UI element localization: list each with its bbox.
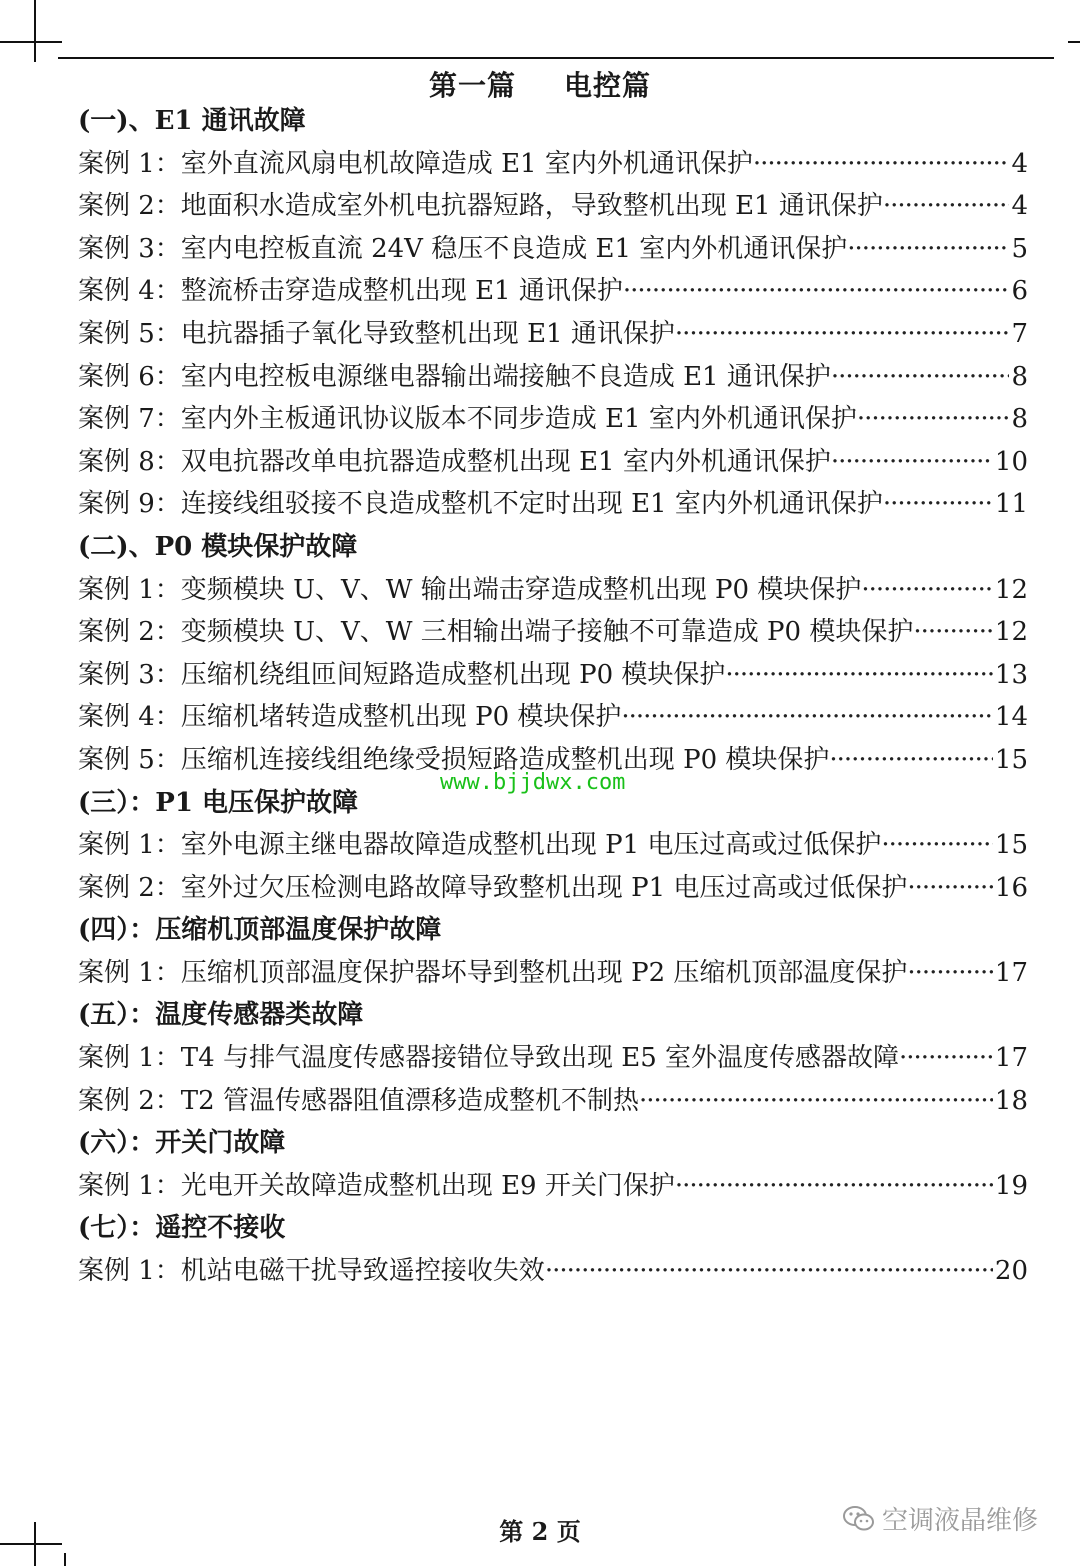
toc-entry-page: 12 (994, 574, 1028, 605)
toc-entry (78, 654, 1028, 697)
section-heading: (七）：遥控不接收 (78, 1213, 286, 1244)
section-heading: (三）：P1 电压保护故障 (78, 787, 358, 818)
toc-leader-dots (675, 1165, 993, 1208)
toc-entry-text: 案例 5：电抗器插子氧化导致整机出现 E1 通讯保护 (78, 318, 675, 349)
toc-leader-dots (545, 1250, 993, 1293)
toc-entry-page: 17 (994, 1043, 1028, 1074)
section-heading: (二)、P0 模块保护故障 (78, 531, 358, 562)
toc-entry-text: 案例 8：双电抗器改单电抗器造成整机出现 E1 室内外机通讯保护 (78, 446, 831, 477)
toc-leader-dots (881, 824, 993, 867)
toc-leader-dots (675, 313, 1010, 356)
toc-leader-dots (883, 483, 993, 526)
toc-entry-page: 17 (994, 957, 1028, 988)
toc-entry (78, 1080, 1028, 1123)
toc-leader-dots (829, 739, 993, 782)
toc-leader-dots (861, 569, 993, 612)
watermark-url: www.bjjdwx.com (440, 770, 626, 795)
toc-entry-page: 8 (1011, 361, 1028, 392)
toc-entry-text: 案例 2：地面积水造成室外机电抗器短路，导致整机出现 E1 通讯保护 (78, 191, 883, 222)
toc-entry (78, 398, 1028, 441)
toc-entry-page: 15 (994, 744, 1028, 775)
toc-entry-page: 8 (1011, 404, 1028, 435)
toc-entry-text: 案例 7：室内外主板通讯协议版本不同步造成 E1 室内外机通讯保护 (78, 404, 857, 435)
toc-leader-dots (753, 143, 1010, 186)
toc-entry-text: 案例 3：压缩机绕组匝间短路造成整机出现 P0 模块保护 (78, 659, 726, 690)
section-heading: (四）：压缩机顶部温度保护故障 (78, 915, 442, 946)
toc-entry-text: 案例 2：室外过欠压检测电路故障导致整机出现 P1 电压过高或过低保护 (78, 872, 908, 903)
header-rule (58, 57, 1054, 59)
crop-mark-top-left-v (34, 0, 36, 62)
crop-mark-top-left-h (0, 41, 62, 43)
wechat-watermark (842, 1500, 1038, 1537)
toc-entry (78, 696, 1028, 739)
toc-entry-text: 案例 6：室内电控板电源继电器输出端接触不良造成 E1 通讯保护 (78, 361, 831, 392)
toc-leader-dots (831, 441, 993, 484)
toc-entry-page: 15 (994, 830, 1028, 861)
toc-entry-page: 5 (1011, 233, 1028, 264)
toc-leader-dots (883, 185, 1010, 228)
toc-entry-page: 19 (994, 1170, 1028, 1201)
toc-entry-page: 12 (994, 617, 1028, 648)
wechat-account-name: 空调液晶维修 (882, 1506, 1039, 1536)
toc-entry (78, 185, 1028, 228)
toc-leader-dots (621, 696, 993, 739)
toc-entry-text: 案例 4：压缩机堵转造成整机出现 P0 模块保护 (78, 702, 622, 733)
toc-entry (78, 270, 1028, 313)
toc-leader-dots (907, 867, 993, 910)
toc-entry-page: 4 (1011, 148, 1028, 179)
toc-entry-text: 案例 1：室外电源主继电器故障造成整机出现 P1 电压过高或过低保护 (78, 830, 882, 861)
page-title (0, 64, 1080, 104)
toc-entry-text: 案例 1：光电开关故障造成整机出现 E9 开关门保护 (78, 1170, 675, 1201)
toc-entry (78, 611, 1028, 654)
toc-entry-text: 案例 1：室外直流风扇电机故障造成 E1 室内外机通讯保护 (78, 148, 753, 179)
toc-entry-text: 案例 1：压缩机顶部温度保护器坏导到整机出现 P2 压缩机顶部温度保护 (78, 957, 908, 988)
toc-entry (78, 483, 1028, 526)
toc-entry-text: 案例 2：变频模块 U、V、W 三相输出端子接触不可靠造成 P0 模块保护 (78, 617, 914, 648)
toc-entry-page: 18 (994, 1085, 1028, 1116)
toc-entry-text: 案例 5：压缩机连接线组绝缘受损短路造成整机出现 P0 模块保护 (78, 744, 830, 775)
crop-mark-top-right-h (1068, 41, 1080, 43)
crop-mark-bottom-left-tick (64, 1553, 66, 1566)
toc-entry (78, 356, 1028, 399)
section-heading: (六）：开关门故障 (78, 1128, 286, 1159)
toc-entry (78, 441, 1028, 484)
toc-entry (78, 1250, 1028, 1293)
toc-leader-dots (899, 1037, 993, 1080)
toc-entry-text: 案例 3：室内电控板直流 24V 稳压不良造成 E1 室内外机通讯保护 (78, 233, 848, 264)
toc-leader-dots (913, 611, 993, 654)
toc-entry-page: 13 (994, 659, 1028, 690)
toc-entry-page: 10 (994, 446, 1028, 477)
section-heading: (一)、E1 通讯故障 (78, 106, 306, 136)
toc-leader-dots (831, 356, 1010, 399)
toc-entry-text: 案例 1：T4 与排气温度传感器接错位导致出现 E5 室外温度传感器故障 (78, 1043, 900, 1074)
toc-leader-dots (847, 228, 1009, 271)
toc-entry (78, 867, 1028, 910)
toc-entry-page: 7 (1011, 318, 1028, 349)
toc-leader-dots (857, 398, 1010, 441)
toc-entry-page: 4 (1011, 191, 1028, 222)
toc-entry-text: 案例 2：T2 管温传感器阻值漂移造成整机不制热 (78, 1085, 639, 1116)
toc-entry (78, 952, 1028, 995)
toc-entry-page: 6 (1011, 276, 1028, 307)
toc-entry (78, 824, 1028, 867)
toc-entry-text: 案例 1：变频模块 U、V、W 输出端击穿造成整机出现 P0 模块保护 (78, 574, 862, 605)
toc-entry (78, 228, 1028, 271)
toc-entry-text: 案例 9：连接线组驳接不良造成整机不定时出现 E1 室内外机通讯保护 (78, 489, 883, 520)
toc-entry (78, 1165, 1028, 1208)
toc-leader-dots (725, 654, 993, 697)
title-subject: 电控篇 (564, 69, 652, 102)
toc-entry-page: 20 (994, 1256, 1028, 1287)
title-part: 第一篇 (428, 69, 516, 102)
page-number: 第 2 页 (499, 1517, 581, 1546)
toc-entry (78, 143, 1028, 186)
toc-leader-dots (639, 1080, 993, 1123)
toc-entry (78, 313, 1028, 356)
toc-entry-text: 案例 4：整流桥击穿造成整机出现 E1 通讯保护 (78, 276, 623, 307)
toc-entry-page: 11 (994, 489, 1028, 520)
toc-entry (78, 1037, 1028, 1080)
toc-entry (78, 569, 1028, 612)
toc-entry-page: 14 (994, 702, 1028, 733)
toc-entry-page: 16 (994, 872, 1028, 903)
toc-entry-text: 案例 1：机站电磁干扰导致遥控接收失效 (78, 1256, 545, 1287)
toc-leader-dots (623, 270, 1010, 313)
wechat-icon (842, 1504, 876, 1534)
table-of-contents (78, 100, 1028, 1293)
toc-leader-dots (907, 952, 993, 995)
section-heading: (五）：温度传感器类故障 (78, 1000, 364, 1031)
